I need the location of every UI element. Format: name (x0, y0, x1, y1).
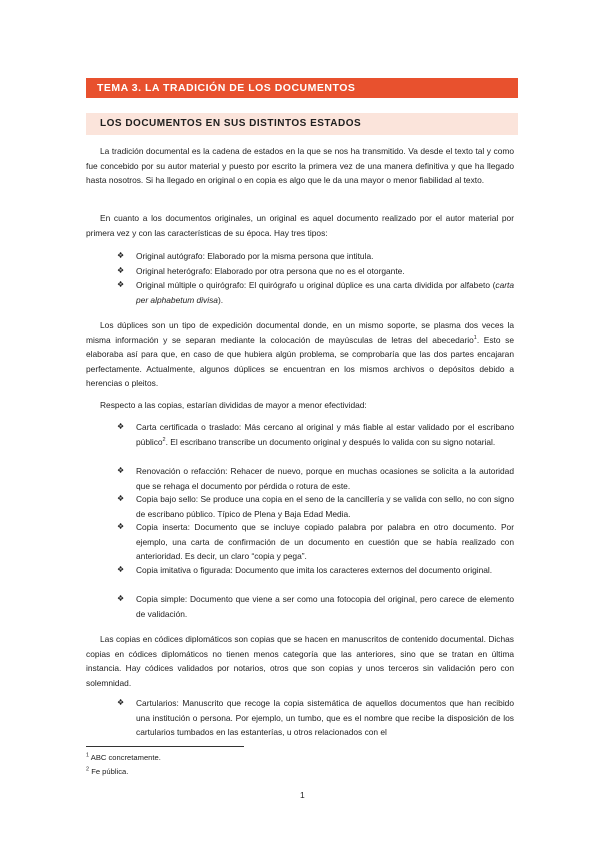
footnote-ref: 2 (162, 436, 166, 443)
list-item-copia-simple: Copia simple: Documento que viene a ser como una fotocopia del original, pero carece de elemento de validación. (136, 594, 514, 619)
list-item-original-heterografo: Original heterógrafo: Elaborado por otra persona que no es el otorgante. (136, 266, 405, 276)
list-item-original-multiple: Original múltiple o quirógrafo: El quirógrafo u original dúplice es una carta dividida por alfabeto (carta per alphabetum divisa). (136, 280, 514, 305)
list-item-renovacion: Renovación o refacción: Rehacer de nuevo, porque en muchas ocasiones se solicita a la autoridad que se rehaga el documento por pérdida o rotura de este. (136, 466, 514, 491)
copies-intro-paragraph: Respecto a las copias, estarían divididas de mayor a menor efectividad: (100, 400, 367, 410)
bullet-icon: ❖ (117, 280, 125, 289)
duplices-paragraph: Los dúplices son un tipo de expedición documental donde, en un mismo soporte, se plasma dos veces la misma información y se separan mediante la colocación de mayúsculas de letras del abecedario$^1$. Esto se elaboraba así para que, en caso de que hubiera algún problema, se comprobaría que las dos partes encajaran perfectamente. Actualmente, algunos dúplices se encuentran en los mismos archivos o depósitos debido a herencias o pleitos. (86, 320, 514, 389)
chapter-title-banner (86, 78, 518, 98)
intro-paragraph: La tradición documental es la cadena de estados en la que se nos ha transmitido. Va desde el texto tal y como fue concebido por su autor material y puesto por escrito la primera vez de una manera definitiva y que ha llegado hasta nosotros. Si ha llegado en original o en copia es algo que le da una mayor o menor fiabilidad al texto. (86, 146, 514, 186)
footnote-ref: 1 (473, 334, 477, 341)
list-item-carta-certificada: Carta certificada o traslado: Más cercano al original y más fiable al estar validado por el escribano público$^2$. El escribano transcribe un documento original y después lo valida con su signo notarial. (136, 422, 514, 447)
list-item-cartularios: Cartularios: Manuscrito que recoge la copia sistemática de aquellos documentos que han recibido una institución o persona. Por ejemplo, un tumbo, que es el nombre que recibe la disposición de los cartularios tumbados en las estanterías, u otros relacionados con el (136, 698, 514, 738)
page-number: 1 (300, 790, 305, 800)
bullet-icon: ❖ (117, 494, 125, 503)
section-title: LOS DOCUMENTOS EN SUS DISTINTOS ESTADOS (100, 118, 362, 129)
bullet-icon: ❖ (117, 565, 125, 574)
list-item-copia-inserta: Copia inserta: Documento que se incluye copiado palabra por palabra en otro documento. Por ejemplo, una carta de confirmación de un documento en cuestión que se había realizado con anterioridad. Es decir, un claro “copia y pega”. (136, 522, 514, 562)
footnote-2: $^2$ Fe pública. (86, 766, 129, 776)
bullet-icon: ❖ (117, 466, 125, 475)
bullet-icon: ❖ (117, 522, 125, 531)
bullet-icon: ❖ (117, 266, 125, 275)
originals-paragraph: En cuanto a los documentos originales, un original es aquel documento realizado por el autor material por primera vez y con las características de su época. Hay tres tipos: (86, 213, 514, 238)
list-item-copia-bajo-sello: Copia bajo sello: Se produce una copia en el seno de la cancillería y se valida con sello, no con signo de escribano público. Típico de Plena y Baja Edad Media. (136, 494, 514, 519)
section-title-banner (86, 113, 518, 135)
bullet-icon: ❖ (117, 251, 125, 260)
bullet-icon: ❖ (117, 594, 125, 603)
bullet-icon: ❖ (117, 698, 125, 707)
bullet-icon: ❖ (117, 422, 125, 431)
codices-paragraph: Las copias en códices diplomáticos son copias que se hacen en manuscritos de contenido documental. Dichas copias en códices diplomáticos no tienen menos categoría que las anteriores, sino que se tratan en última instancia. Hay códices validados por notarios, otros que son copias y unos terceros sin validación pero con solemnidad. (86, 634, 514, 688)
list-item-copia-imitativa: Copia imitativa o figurada: Documento que imita los caracteres externos del documento original. (136, 565, 493, 575)
footnote-1: $^1$ ABC concretamente. (86, 752, 161, 762)
chapter-title: TEMA 3. LA TRADICIÓN DE LOS DOCUMENTOS (97, 82, 356, 94)
footnote-divider (86, 746, 244, 747)
list-item-original-autografo: Original autógrafo: Elaborado por la misma persona que intitula. (136, 251, 374, 261)
